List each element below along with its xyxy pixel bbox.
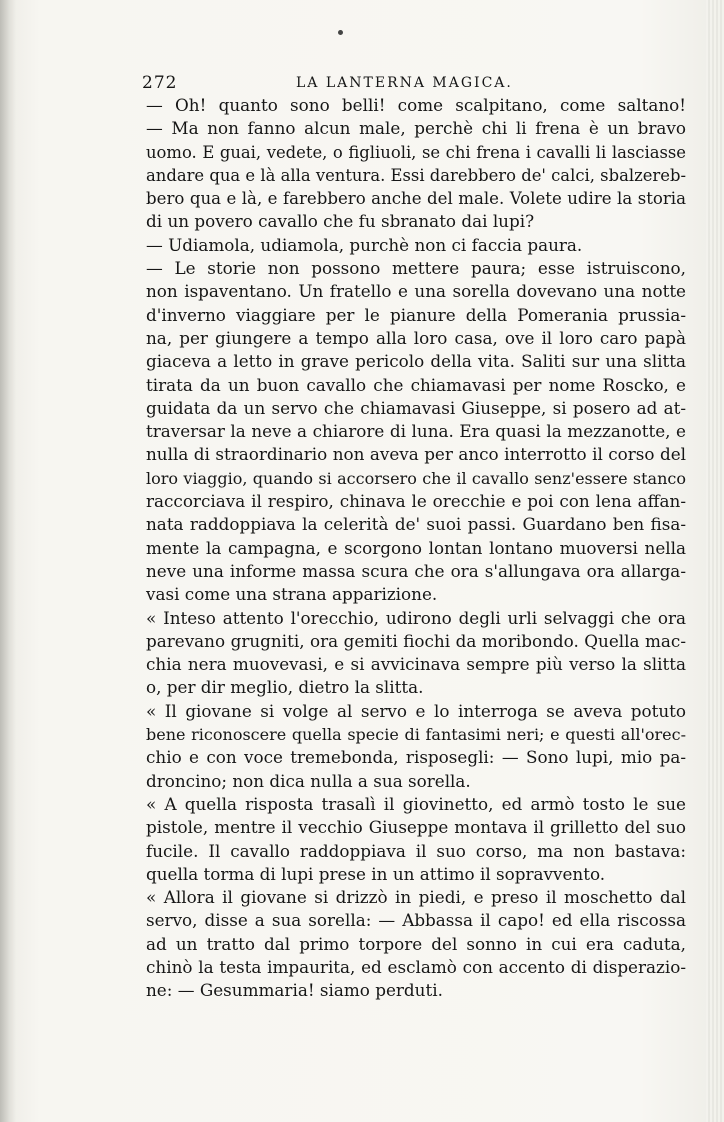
text-line: chio e con voce tremebonda, risposegli: — Sono lupi, mio pa- (146, 747, 686, 768)
text-line: traversar la neve a chiarore di luna. Era quasi la mezzanotte, e (146, 421, 686, 442)
text-line: fucile. Il cavallo raddoppiava il suo corso, ma non bastava: (146, 840, 686, 861)
text-line: o, per dir meglio, dietro la slitta. (146, 677, 424, 698)
text-line: raccorciava il respiro, chinava le orecchie e poi con lena affan- (146, 491, 686, 512)
text-line: non ispaventano. Un fratello e una sorella dovevano una notte (146, 281, 686, 302)
text-line: pistole, mentre il vecchio Giuseppe montava il grilletto del suo (146, 817, 686, 838)
body-text (146, 94, 686, 1003)
text-line: bero qua e là, e farebbero anche del male. Volete udire la storia (146, 189, 686, 209)
text-line: nulla di straordinario non aveva per anco interrotto il corso del (146, 444, 686, 465)
text-line: neve una informe massa scura che ora s'allungava ora allarga- (146, 560, 686, 581)
text-line: chia nera muovevasi, e si avvicinava sempre più verso la slitta (146, 654, 686, 675)
ink-speck (338, 30, 343, 35)
text-line: di un povero cavallo che fu sbranato dai lupi? (146, 211, 535, 232)
text-line: vasi come una strana apparizione. (146, 584, 438, 605)
page-number: 272 (142, 73, 178, 93)
page-edge (706, 0, 724, 1122)
text-line: — Ma non fanno alcun male, perchè chi li frena è un bravo (146, 118, 686, 139)
text-line: servo, disse a sua sorella: — Abbassa il capo! ed ella riscossa (146, 910, 686, 931)
text-line: uomo. E guai, vedete, o figliuoli, se chi frena i cavalli li lasciasse (146, 142, 686, 162)
text-line: « Inteso attento l'orecchio, udirono degli urli selvaggi che ora (146, 607, 686, 628)
text-line: bene riconoscere quella specie di fantasimi neri; e questi all'orec- (146, 725, 686, 745)
text-line: mente la campagna, e scorgono lontan lontano muoversi nella (146, 537, 686, 558)
text-line: « Allora il giovane si drizzò in piedi, e preso il moschetto dal (146, 887, 686, 908)
text-line: quella torma di lupi prese in un attimo il sopravvento. (146, 863, 606, 884)
text-line: « Il giovane si volge al servo e lo interroga se aveva potuto (146, 700, 686, 721)
text-line: ad un tratto dal primo torpore del sonno in cui era caduta, (146, 933, 686, 954)
running-title: LA LANTERNA MAGICA. (296, 75, 513, 91)
text-line: giaceva a letto in grave pericolo della vita. Saliti sur una slitta (146, 351, 686, 372)
page-gutter-shadow (0, 0, 16, 1122)
text-line: — Udiamola, udiamola, purchè non ci faccia paura. (146, 234, 583, 255)
page-header (142, 72, 672, 94)
text-line: tirata da un buon cavallo che chiamavasi per nome Roscko, e (146, 374, 686, 395)
text-line: « A quella risposta trasalì il giovinetto, ed armò tosto le sue (146, 793, 686, 814)
text-line: ne: — Gesummaria! siamo perduti. (146, 980, 443, 1001)
text-line: loro viaggio, quando si accorsero che il cavallo senz'essere stanco (146, 468, 686, 488)
text-line: nata raddoppiava la celerità de' suoi passi. Guardano ben fisa- (146, 514, 686, 535)
text-line: chinò la testa impaurita, ed esclamò con accento di disperazio- (146, 956, 686, 977)
text-line: parevano grugniti, ora gemiti fiochi da moribondo. Quella mac- (146, 630, 686, 651)
text-line: droncino; non dica nulla a sua sorella. (146, 770, 471, 791)
text-line: d'inverno viaggiare per le pianure della Pomerania prussia- (146, 304, 686, 325)
text-line: guidata da un servo che chiamavasi Giuseppe, si posero ad at- (146, 397, 686, 418)
text-line: andare qua e là alla ventura. Essi darebbero de' calci, sbalzereb- (146, 165, 686, 185)
text-line: na, per giungere a tempo alla loro casa, ove il loro caro papà (146, 327, 686, 348)
text-line: — Oh! quanto sono belli! come scalpitano, come saltano! (146, 95, 686, 115)
text-line: — Le storie non possono mettere paura; esse istruiscono, (146, 258, 686, 279)
